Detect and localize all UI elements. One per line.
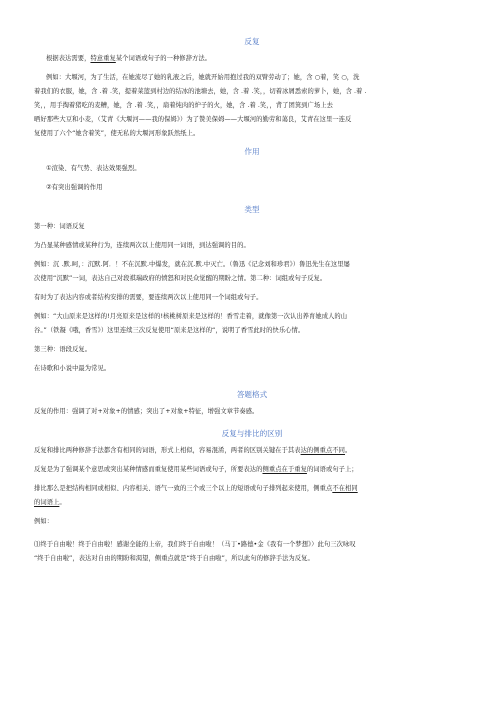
effect-1: ①渲染、有气势、表达效果强烈。 [46, 165, 141, 172]
difference-text: 的词语或句子上； [306, 466, 358, 473]
heading-dati: 答题格式 [236, 390, 268, 399]
intro-paragraph [34, 52, 470, 66]
intro-text-b: 某个词语或句子的一种修辞方法。 [115, 55, 212, 62]
answer-format: 反复的作用：强调了对+对象+的情感；突出了+对象+特征，增强文章节奏感。 [34, 408, 259, 415]
type2-desc: 有时为了表达内容或者结构安排的需要，要连续两次以上使用同一个词组或句子。 [34, 294, 263, 301]
example1-line-2: 着我们的衣服，她，含 .着 .笑，提着菜篮到村边的结冰的池塘去，她，含 .着 .笑，，切着冰屑悉索的萝卜，她，含 .着 . [34, 88, 367, 95]
type2-example-line-1: 例如：“大山原来是这样的!月亮原来是这样的!核桃树原来是这样的！香雪走着，就像第一次认出养育她成人的山 [34, 313, 348, 320]
heading-qubie: 反复与排比的区别 [221, 429, 283, 438]
type1-example-line-1: 例如：沉 .默.呵，：沉默.阿．！不在沉默.中爆发，就在沉.默.中灭亡。（鲁迅《记念刘和珍君》）鲁迅先生在这里屡 [34, 261, 350, 268]
example1-line-4: 晒好那些大豆和小麦，（艾青《大堰河——我的保姆》）为了赞美保姆——大堰河的勤劳和蔼良，艾青在这里一连反 [34, 116, 352, 123]
heading-zuoyong: 作用 [244, 147, 260, 156]
difference-underlined: 不在相同 [332, 485, 358, 492]
difference-text: 反复和排比两种修辞手法都含有相同的词语，形式上相似，容易混淆，两者的区别关键在于其表 [34, 447, 301, 454]
difference-text: 。 [345, 447, 352, 454]
difference-line-3 [34, 482, 470, 496]
difference-example-line-1: ⑴终于自由啦！终于自由啦！感谢全能的上帝，我们终于自由啦！（马丁•路德•金《我有一个梦想》）此句三次咏叹 [34, 541, 356, 548]
intro-text-a: 根据表达需要， [46, 55, 91, 62]
example1-line-1: 例如：大堰河，为了生活，在她流尽了她的乳液之后，她就开始用抱过我的双臂劳动了；她，含 ○着，笑 ○，洗 [46, 74, 360, 81]
difference-underlined: 侧重点在于重复 [262, 466, 307, 473]
intro-underlined: 特意重复 [90, 55, 116, 62]
difference-line-4 [34, 496, 470, 510]
example1-line-3: 笑，，用手掏着猪吃的麦糟，她，含 .着 .笑，，扇着炖肉的炉子的火，她，含 .着 .笑，，背了团箕到广场上去 [34, 102, 333, 109]
type2-example-line-2: 谷。”（铁凝《哦，香雪》）这里连续三次反复使用“原来是这样的“，说明了香雪此时的快乐心情。 [34, 327, 305, 334]
example-label: 例如： [34, 518, 54, 525]
heading-fanfu: 反复 [244, 37, 260, 46]
type3-desc: 在诗歌和小说中最为常见。 [34, 365, 111, 372]
difference-underlined: 的词语上 [34, 499, 60, 506]
difference-example-line-2: “终于自由啦”，表达对自由的期盼和渴望，侧重点就是“终于自由啦”，所以此句的修辞手法为反复。 [34, 555, 314, 562]
type1-title: 第一种：词语反复 [34, 223, 85, 230]
example1-line-5: 复使用了六个“她含着笑”，使无私的大堰河形象跃然纸上。 [34, 130, 200, 137]
difference-line-2 [34, 463, 470, 477]
type1-example-line-2: 次使用“沉默”一词，表达自己对段祺瑞政府的愤怒和对民众觉醒的期盼之情。第二种：词组或句子反复。 [34, 275, 327, 282]
difference-text: 。 [59, 499, 66, 506]
type3-title: 第三种：语段反复。 [34, 346, 92, 353]
difference-text: 排比那么是把结构相同或相似、内容相关、语气一致的三个或三个以上的短语或句子排列起来使用，侧重点 [34, 485, 333, 492]
type1-desc: 为凸显某种感情或某种行为，连续两次以上使用同一词语，到达强调的目的。 [34, 242, 250, 249]
difference-underlined: 达的侧重点不同 [300, 447, 346, 454]
effect-2: ②有突出强调的作用 [46, 184, 103, 191]
heading-leixing: 类型 [244, 205, 260, 214]
difference-line-1 [34, 444, 470, 458]
difference-text: 反复是为了强调某个意思或突出某种情感而重复使用某些词语或句子，所要表达的 [34, 466, 263, 473]
